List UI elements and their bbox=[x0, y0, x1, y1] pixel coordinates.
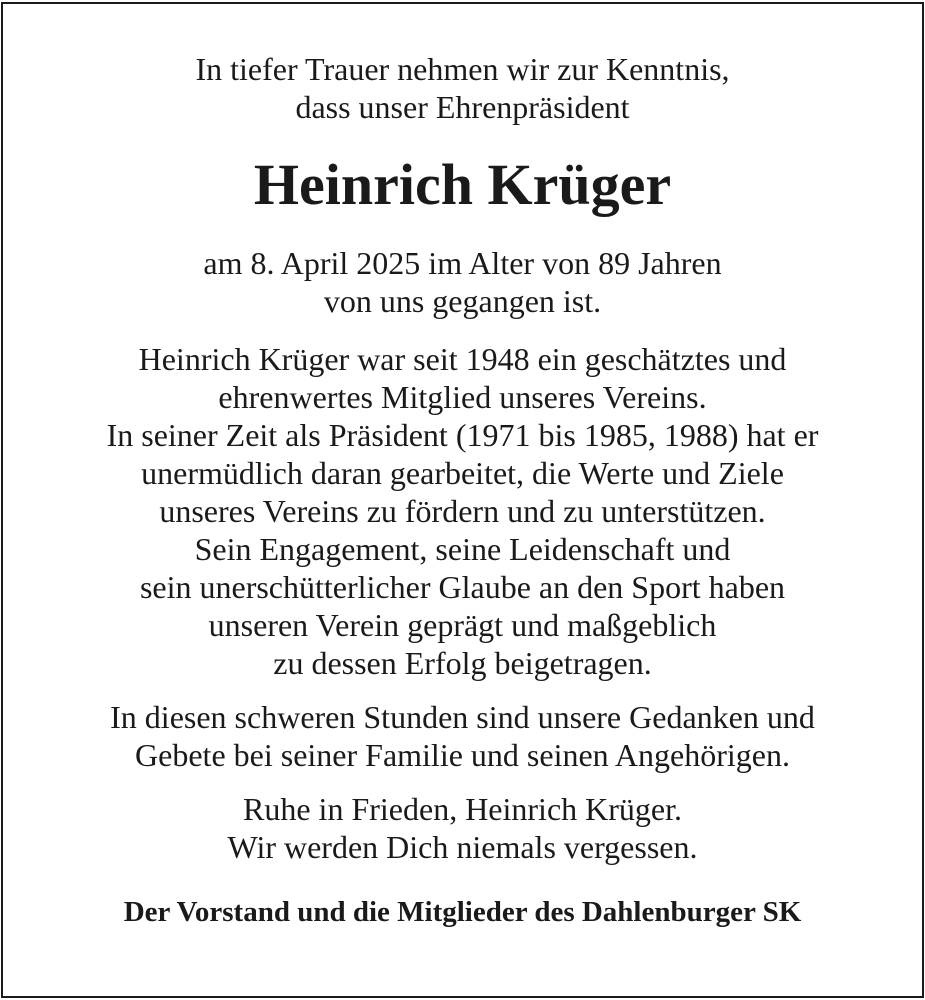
tribute-line: In seiner Zeit als Präsident (1971 bis 1985, 1988) hat er bbox=[106, 417, 819, 453]
tribute-line: unseres Vereins zu fördern und zu unterstützen. bbox=[159, 493, 766, 529]
tribute-line: zu dessen Erfolg beigetragen. bbox=[273, 645, 652, 681]
intro-line: In tiefer Trauer nehmen wir zur Kenntnis, bbox=[195, 51, 730, 87]
signature: Der Vorstand und die Mitglieder des Dahlenburger SK bbox=[123, 896, 802, 928]
death-info-line: am 8. April 2025 im Alter von 89 Jahren bbox=[203, 245, 722, 281]
condolence-line: In diesen schweren Stunden sind unsere Gedanken und bbox=[110, 699, 815, 735]
deceased-name: Heinrich Krüger bbox=[253, 152, 672, 217]
farewell-line: Wir werden Dich niemals vergessen. bbox=[227, 829, 698, 865]
tribute-line: unermüdlich daran gearbeitet, die Werte und Ziele bbox=[141, 455, 784, 491]
tribute-line: Sein Engagement, seine Leidenschaft und bbox=[194, 531, 731, 567]
farewell-line: Ruhe in Frieden, Heinrich Krüger. bbox=[243, 791, 682, 827]
tribute-line: unseren Verein geprägt und maßgeblich bbox=[208, 607, 717, 643]
death-info-line: von uns gegangen ist. bbox=[323, 283, 602, 319]
tribute-line: ehrenwertes Mitglied unseres Vereins. bbox=[218, 379, 707, 415]
tribute-line: Heinrich Krüger war seit 1948 ein geschätztes und bbox=[138, 341, 787, 377]
intro-line: dass unser Ehrenpräsident bbox=[295, 89, 630, 125]
condolence-line: Gebete bei seiner Familie und seinen Angehörigen. bbox=[135, 737, 790, 773]
tribute-line: sein unerschütterlicher Glaube an den Sport haben bbox=[139, 569, 786, 605]
